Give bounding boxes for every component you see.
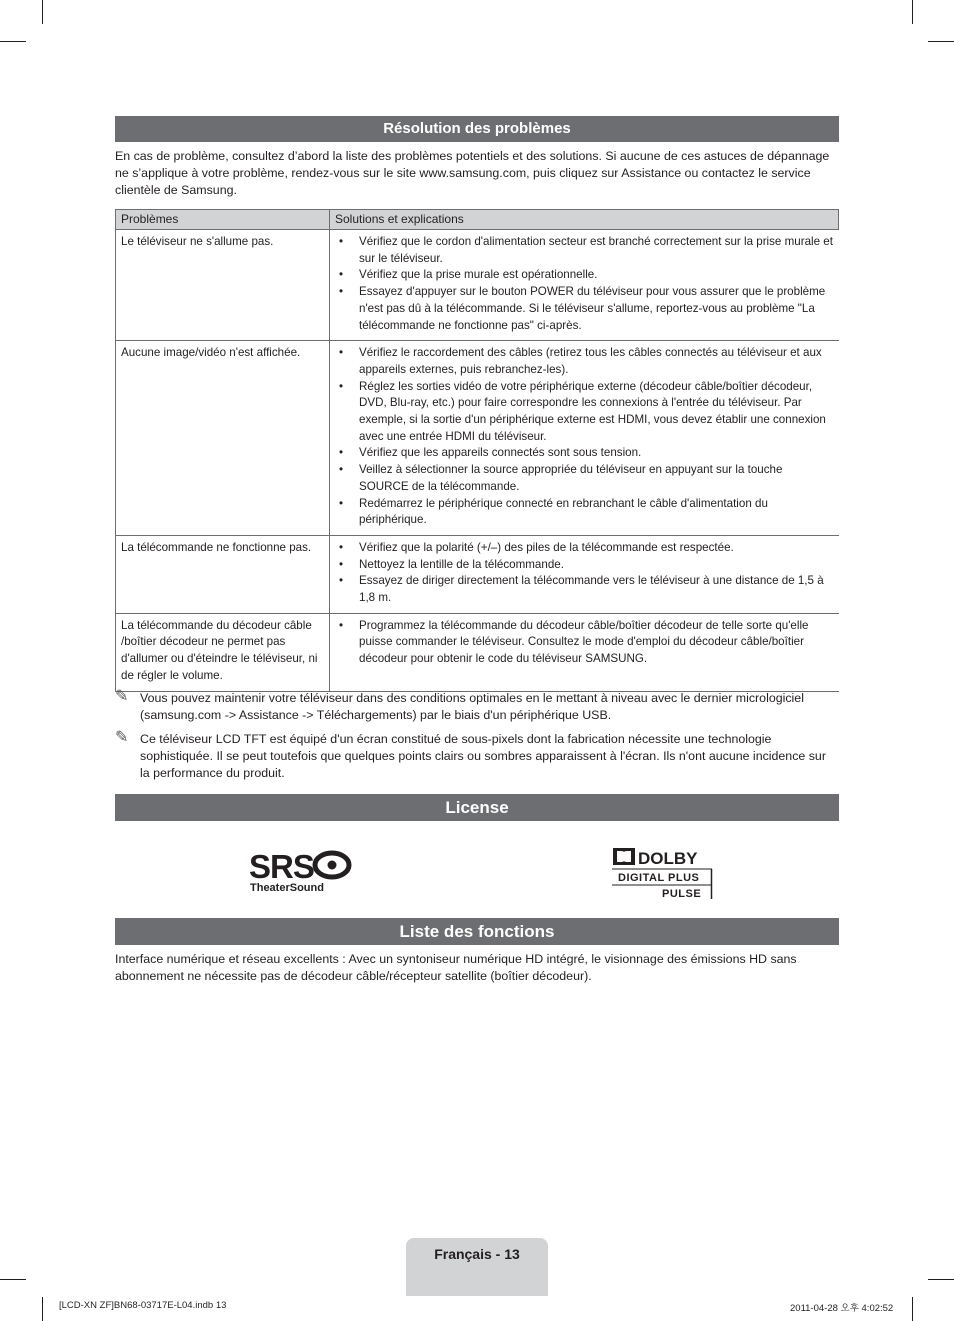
- crop-mark: [42, 1297, 43, 1321]
- problem-cell: La télécommande ne fonctionne pas.: [116, 535, 330, 613]
- solution-item: • Redémarrez le périphérique connecté en rebranchant le câble d'alimentation du périphérique.: [335, 496, 834, 529]
- pencil-icon: ✎: [115, 688, 129, 705]
- svg-text:SRS: SRS: [249, 848, 314, 885]
- solution-item: • Essayez de diriger directement la télécommande vers le téléviseur à une distance de 1,5 à 1,8 m.: [335, 573, 834, 606]
- table-header-solutions: Solutions et explications: [330, 210, 839, 230]
- note-text: Vous pouvez maintenir votre téléviseur dans des conditions optimales en le mettant à niveau avec le dernier micrologiciel (samsung.com -> Assistance -> Téléchargements) par le biais d'un périphérique USB.: [140, 691, 804, 722]
- problem-cell: La télécommande du décodeur câble /boîtier décodeur ne permet pas d'allumer ou d'éteindre le téléviseur, ni de régler le volume.: [116, 613, 330, 691]
- solution-item: • Nettoyez la lentille de la télécommande.: [335, 557, 834, 574]
- svg-text:DIGITAL PLUS: DIGITAL PLUS: [618, 872, 700, 884]
- table-row: [116, 341, 839, 536]
- svg-text:PULSE: PULSE: [662, 888, 702, 900]
- table-row: [116, 535, 839, 613]
- solution-cell: [330, 341, 839, 536]
- solution-item: • Vérifiez que la prise murale est opérationnelle.: [335, 267, 834, 284]
- crop-mark: [912, 1297, 913, 1321]
- table-row: [116, 230, 839, 341]
- svg-text:DOLBY: DOLBY: [638, 849, 698, 868]
- solution-item: • Vérifiez que le cordon d'alimentation secteur est branché correctement sur la prise murale et sur le téléviseur.: [335, 234, 834, 267]
- crop-mark: [912, 0, 913, 24]
- solution-item: • Vérifiez que la polarité (+/–) des piles de la télécommande est respectée.: [335, 540, 834, 557]
- print-slug-file: [LCD-XN ZF]BN68-03717E-L04.indb 13: [59, 1300, 227, 1311]
- problem-cell: Aucune image/vidéo n'est affichée.: [116, 341, 330, 536]
- solution-cell: [330, 613, 839, 691]
- crop-mark: [928, 1279, 954, 1280]
- table-header-problems: Problèmes: [116, 210, 330, 230]
- troubleshooting-table: [115, 209, 839, 692]
- dolby-digital-plus-pulse-logo: [612, 847, 714, 906]
- srs-logo-icon: [249, 848, 353, 894]
- section-title-troubleshooting: Résolution des problèmes: [115, 116, 839, 142]
- crop-mark: [0, 1279, 26, 1280]
- solution-cell: [330, 535, 839, 613]
- solution-item: • Vérifiez le raccordement des câbles (retirez tous les câbles connectés au téléviseur et aux appareils externes, puis rebranchez-les).: [335, 345, 834, 378]
- srs-theatersound-logo: [249, 848, 353, 899]
- page-number-tab: [406, 1238, 548, 1296]
- print-slug-timestamp: 2011-04-28 오후 4:02:52: [790, 1303, 894, 1314]
- solution-item: • Vérifiez que les appareils connectés sont sous tension.: [335, 445, 834, 462]
- troubleshooting-intro: En cas de problème, consultez d’abord la liste des problèmes potentiels et des solutions. Si aucune de ces astuces de dépannage ne s’applique à votre problème, rendez-vous sur le site www.samsung.com, puis cliquez sur Assistance ou contactez le service clientèle de Samsung.: [115, 149, 830, 197]
- solution-item: • Essayez d'appuyer sur le bouton POWER du téléviseur pour vous assurer que le problème n'est pas dû à la télécommande. Si le téléviseur s'allume, reportez-vous au problème "La télécommande ne fonctionne pas" ci-après.: [335, 284, 834, 334]
- dolby-logo-icon: [612, 847, 714, 901]
- solution-cell: [330, 230, 839, 341]
- crop-mark: [928, 41, 954, 42]
- section-title-features: Liste des fonctions: [115, 918, 839, 945]
- features-text: Interface numérique et réseau excellents : Avec un syntoniseur numérique HD intégré, le visionnage des émissions HD sans abonnement ne nécessite pas de décodeur câble/récepteur satellite (boîtier décodeur).: [115, 952, 797, 983]
- pencil-icon: ✎: [115, 729, 129, 746]
- solution-item: • Réglez les sorties vidéo de votre périphérique externe (décodeur câble/boîtier décodeur, DVD, Blu-ray, etc.) pour faire correspondre les connexions à l'entrée du téléviseur. Par exemple, si la sortie d'un périphérique externe est HDMI, vous devez établir une connexion avec une entrée HDMI du téléviseur.: [335, 379, 834, 446]
- table-row: [116, 613, 839, 691]
- svg-text:TheaterSound: TheaterSound: [250, 882, 324, 894]
- note-firmware: [115, 690, 839, 724]
- problem-cell: Le téléviseur ne s'allume pas.: [116, 230, 330, 341]
- solution-item: • Programmez la télécommande du décodeur câble/boîtier décodeur de telle sorte qu'elle puisse commander le téléviseur. Consultez le mode d'emploi du décodeur câble/boîtier décodeur pour obtenir le code du téléviseur SAMSUNG.: [335, 618, 834, 668]
- solution-item: • Veillez à sélectionner la source appropriée du téléviseur en appuyant sur la touche SOURCE de la télécommande.: [335, 462, 834, 495]
- note-text: Ce téléviseur LCD TFT est équipé d'un écran constitué de sous-pixels dont la fabrication nécessite une technologie sophistiquée. Il se peut toutefois que quelques points clairs ou sombres apparaissent à l'écran. Ils n'ont aucune incidence sur la performance du produit.: [140, 732, 826, 780]
- page-number: Français - 13: [434, 1246, 520, 1262]
- note-lcd-pixels: [115, 731, 839, 782]
- crop-mark: [0, 41, 26, 42]
- section-title-license: License: [115, 794, 839, 821]
- crop-mark: [42, 0, 43, 24]
